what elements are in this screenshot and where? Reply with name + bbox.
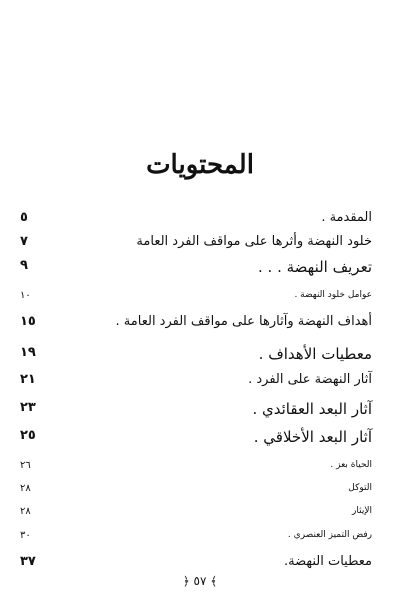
toc-entry-page: ٧ [20,234,28,249]
page-number: ﴾ ٥٧ ﴿ [182,574,218,588]
toc-entry-title: خلود النهضة وأثرها على مواقف الفرد العامة [136,234,372,249]
toc-entry-title: معطيات النهضة. [283,554,372,569]
toc-entry-title: آثار البعد العقائدي . [252,400,372,418]
toc-entry-title: رفض التميز العنصري . [287,530,372,540]
toc-entry-page: ١٥ [20,314,36,329]
toc-entry [20,290,372,314]
toc-entry [20,400,372,424]
toc-entry-title: الحياة بعز . [330,460,372,470]
toc-entry-title: المقدمة . [321,210,372,225]
toc-entry-page: ٢١ [20,372,36,387]
toc-entry-title: أهداف النهضة وآثارها على مواقف الفرد العامة . [115,314,372,329]
toc-entry-page: ٢٣ [20,400,36,415]
toc-entry [20,428,372,452]
toc-entry-title: تعريف النهضة . . . [258,258,372,276]
toc-entry-title: عوامل خلود النهضة . [294,290,372,300]
toc-entry [20,460,372,484]
toc-entry-page: ٢٥ [20,428,36,443]
page-title: المحتويات [146,150,254,180]
toc-entry-title: آثار النهضة على الفرد . [248,372,372,387]
toc-entry-page: ٥ [20,210,28,225]
toc-entry-page: ٢٨ [20,506,31,517]
toc-entry [20,483,372,507]
toc-entry-title: الإيثار [352,506,372,516]
toc-entry [20,530,372,554]
toc-entry [20,506,372,530]
toc-entry-page: ٣٧ [20,554,36,569]
toc-entry-title: التوكل [348,483,372,493]
toc-entry-page: ٩ [20,258,28,273]
toc-entry-page: ٢٦ [20,460,31,471]
toc-entry [20,258,372,282]
toc-entry-page: ٢٨ [20,483,31,494]
toc-entry [20,314,372,338]
toc-entry-page: ٣٠ [20,530,31,541]
toc-entry [20,234,372,258]
toc-entry [20,372,372,396]
toc-entry-page: ١٠ [20,290,31,301]
toc-entry [20,345,372,369]
toc-entry [20,210,372,234]
toc-entry-title: معطيات الأهداف . [258,345,372,363]
toc-entry-page: ١٩ [20,345,36,360]
toc-entry-title: آثار البعد الأخلاقي . [253,428,372,446]
